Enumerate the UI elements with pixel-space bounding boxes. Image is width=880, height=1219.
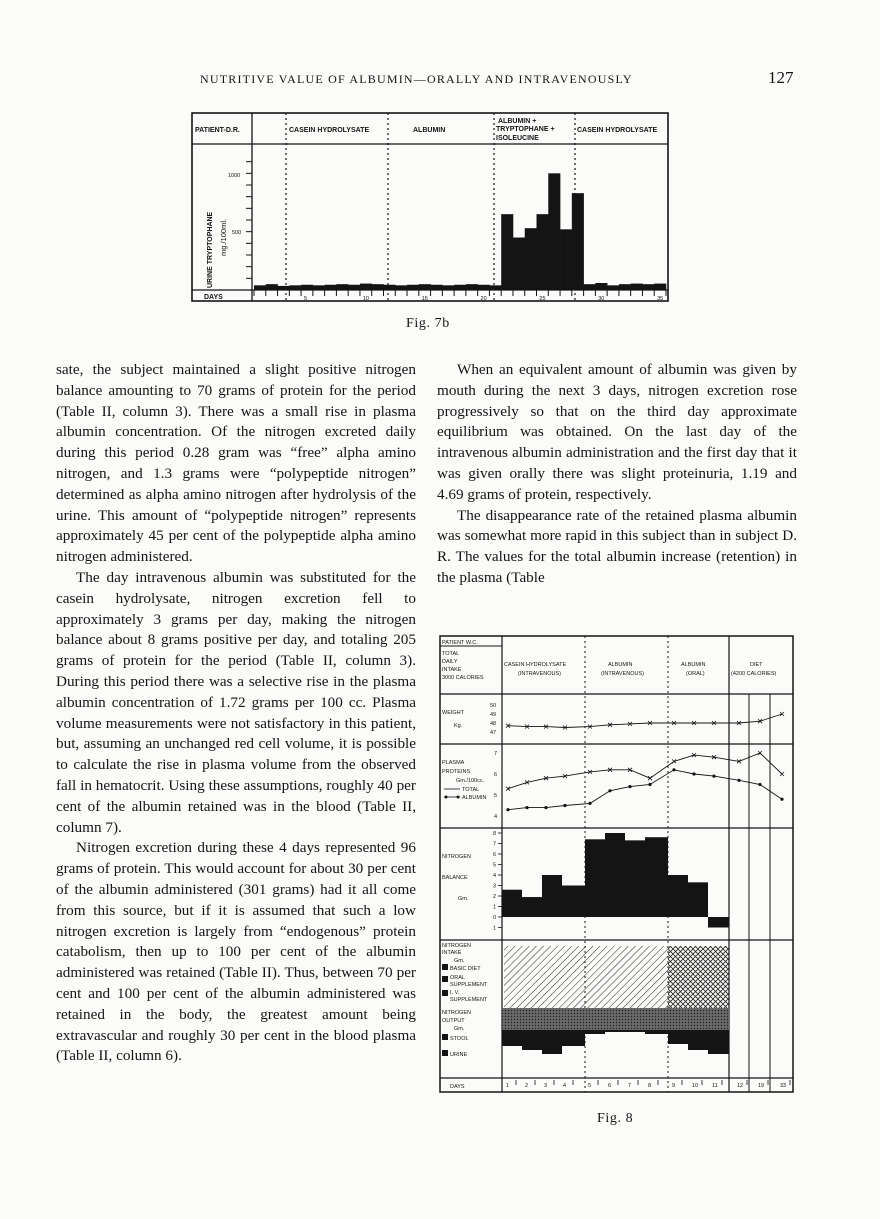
- fig7b-bar: [442, 285, 454, 290]
- fig8-caption: Fig. 8: [597, 1111, 634, 1126]
- fig7b-patient: PATIENT-D.R.: [195, 127, 240, 134]
- page-number: 127: [768, 68, 794, 87]
- fig8-albumin-point: [506, 808, 509, 811]
- fig8-urine-block: [585, 1030, 605, 1034]
- fig8-nbal-bar: [708, 917, 729, 928]
- fig8-weight-tick-49: 49: [490, 712, 497, 718]
- fig8-albumin-point: [628, 785, 631, 788]
- fig8-day-tick-label: 6: [608, 1083, 612, 1089]
- fig8-plasma-tick-7: 7: [494, 751, 498, 757]
- fig7b-xlabel: DAYS: [204, 294, 223, 301]
- fig8-nbal-label-2: BALANCE: [442, 875, 468, 881]
- fig8-day-tick-label: 7: [628, 1083, 632, 1089]
- fig8-nbal-bar: [585, 839, 605, 917]
- fig8-stool-block: [502, 1008, 522, 1030]
- fig8-nbal-tick-label: 1: [493, 925, 497, 932]
- fig7b-bar: [501, 214, 513, 290]
- fig8-intake-section-3: Gm.: [454, 958, 465, 964]
- fig8-output-section-3: Gm.: [454, 1026, 465, 1032]
- fig8-legend-oral-1: ORAL: [450, 975, 465, 981]
- fig8-days-label: DAYS: [450, 1084, 465, 1090]
- fig8-urine-block: [562, 1030, 585, 1046]
- fig8-stool-block: [688, 1008, 708, 1030]
- fig8-weight-label: WEIGHT: [442, 710, 464, 716]
- fig8-nbal-tick-label: 4: [493, 873, 497, 879]
- fig8-albumin-point: [648, 783, 651, 786]
- fig7b-yunit: mg./100ml.: [219, 218, 228, 256]
- fig8-stool-block: [522, 1008, 542, 1030]
- fig8-nbal-tick-label: 2: [493, 894, 497, 900]
- fig8-output-section-1: NITROGEN: [442, 1010, 472, 1016]
- fig8-nbal-tick-label: 6: [493, 852, 497, 858]
- fig8-period-2: ALBUMIN: [608, 662, 633, 668]
- fig8-legend-total: TOTAL: [462, 787, 480, 793]
- fig8-urine-block: [645, 1030, 668, 1034]
- fig8-total-point: [758, 751, 762, 755]
- fig8-albumin-point: [758, 783, 761, 786]
- right-paragraph-2: The disappearance rate of the retained plasma albumin was somewhat more rapid in this subject than in subject D. R. The values for the total albumin increase (retention) in the plasma (Table: [437, 506, 797, 586]
- fig8-nbal-label-1: NITROGEN: [442, 854, 472, 860]
- running-title: NUTRITIVE VALUE OF ALBUMIN—ORALLY AND INTRAVENOUSLY: [200, 72, 633, 86]
- fig7b-bar: [278, 286, 290, 290]
- fig8-total-line: [508, 753, 782, 789]
- fig8-weight-unit: Kg.: [454, 723, 463, 729]
- fig8-day-tick-label: 10: [692, 1083, 699, 1089]
- fig8-intake-label-4: 3000 CALORIES: [442, 675, 484, 681]
- fig7b-bar: [537, 214, 549, 290]
- fig8-albumin-point: [692, 772, 695, 775]
- fig7b-xtick-label: 35: [657, 296, 664, 302]
- fig8-urine-block: [708, 1030, 729, 1054]
- fig8-day-tick-label: 19: [758, 1083, 765, 1089]
- fig8-plasma-label-1: PLASMA: [442, 760, 465, 766]
- fig8-stool-block: [625, 1008, 645, 1030]
- fig7b-bar: [466, 284, 478, 290]
- fig8-urine-block: [625, 1030, 645, 1032]
- fig8-nbal-label-3: Gm.: [458, 896, 469, 902]
- fig8-nbal-bar: [688, 882, 708, 917]
- fig8-legend-iv-2: SUPPLEMENT: [450, 997, 488, 1003]
- fig8-period-3-route: (ORAL): [686, 671, 705, 677]
- fig8-albumin-point: [672, 768, 675, 771]
- fig8-legend-albumin: ALBUMIN: [462, 795, 487, 801]
- fig8-stool-block: [585, 1008, 605, 1030]
- fig8-day-tick-label: 11: [712, 1083, 718, 1089]
- fig8-intake-label-3: INTAKE: [442, 667, 462, 673]
- fig7b-bar: [336, 284, 348, 290]
- left-column: [56, 360, 416, 1067]
- right-column: [437, 360, 797, 589]
- fig8-nbal-bar: [605, 833, 625, 917]
- fig8-intake-section-2: INTAKE: [442, 950, 462, 956]
- fig7b-period-3-line2: TRYPTOPHANE +: [496, 126, 555, 133]
- fig8-day-tick-label: 5: [588, 1083, 592, 1089]
- fig8-day-tick-label: 2: [525, 1083, 529, 1089]
- fig7b-bar: [348, 285, 360, 290]
- fig8-output-blocks: [502, 1008, 729, 1054]
- fig8-stool-block: [668, 1008, 688, 1030]
- fig8-nbal-bar: [668, 875, 688, 917]
- fig8-urine-block: [668, 1030, 688, 1044]
- fig7b-period-3-line3: ISOLEUCINE: [496, 135, 539, 142]
- fig8-intake-label-2: DAILY: [442, 659, 458, 665]
- fig8-nbal-tick-label: 8: [493, 831, 497, 837]
- fig8-plasma-label-2: PROTEINS: [442, 769, 471, 775]
- fig8-day-tick-label: 12: [737, 1083, 744, 1089]
- fig7b-xtick-label: 30: [598, 296, 605, 302]
- fig7b-bar: [325, 285, 337, 290]
- fig7b-bar: [454, 285, 466, 290]
- fig8-urine-block: [502, 1030, 522, 1046]
- fig7b-period-3-line1: ALBUMIN +: [498, 118, 537, 125]
- fig7b-bar: [266, 284, 278, 290]
- fig8-plasma-tick-5: 5: [494, 793, 498, 799]
- fig7b-xtick-label: 10: [362, 296, 369, 302]
- fig8-period-1-route: (INTRAVENOUS): [518, 671, 561, 677]
- fig8-stool-block: [562, 1008, 585, 1030]
- fig7b-bar: [489, 285, 501, 290]
- fig7b-period-4: CASEIN HYDROLYSATE: [577, 127, 658, 134]
- fig8-weight-line: [508, 714, 782, 728]
- fig7b-bar: [513, 238, 525, 291]
- fig8-albumin-point: [780, 798, 783, 801]
- fig8-intake-section-1: NITROGEN: [442, 943, 472, 949]
- fig7b-bar: [595, 283, 607, 290]
- fig8-total-point: [648, 776, 652, 780]
- fig8-nbal-bar: [562, 886, 585, 918]
- fig7b-bar: [525, 228, 537, 290]
- fig8-patient: PATIENT W.C.: [442, 640, 478, 646]
- fig8-urine-block: [542, 1030, 562, 1054]
- fig8-plasma-label-3: Gm./100cc.: [456, 778, 485, 784]
- fig8-output-section-2: OUTPUT: [442, 1018, 465, 1024]
- fig7b-bar: [607, 285, 619, 290]
- fig8-plasma-tick-6: 6: [494, 772, 498, 778]
- right-paragraph-1: When an equivalent amount of albumin was given by mouth during the next 3 days, nitrogen excretion rose progressively so that on the third day approximate equilibrium was obtained. On the last day of the intravenous albumin administration and the first day that it was given orally there was slight proteinuria, 1.19 and 4.69 grams of protein, respectively.: [437, 361, 797, 503]
- fig8-nbal-tick-label: 0: [493, 915, 497, 921]
- fig7b-bar: [478, 285, 490, 290]
- fig8-total-point: [780, 772, 784, 776]
- fig7b-bar: [642, 284, 654, 290]
- fig8-urine-block: [688, 1030, 708, 1050]
- fig8-period-2-route: (INTRAVENOUS): [601, 671, 644, 677]
- fig8-albumin-point: [525, 806, 528, 809]
- fig8-period-4: DIET: [750, 662, 763, 668]
- fig8-legend-oral-2: SUPPLEMENT: [450, 982, 488, 988]
- fig8-nbal-bars: [502, 833, 729, 928]
- fig7b-bar: [631, 284, 643, 290]
- fig7b-period-2: ALBUMIN: [413, 127, 446, 134]
- fig7b-bar: [584, 284, 596, 290]
- fig8-period-3: ALBUMIN: [681, 662, 706, 668]
- fig8-albumin-point: [712, 775, 715, 778]
- fig8-legend-iv-1: I. V.: [450, 990, 460, 996]
- fig8-nbal-bar: [625, 840, 645, 917]
- fig8-plasma-tick-4: 4: [494, 814, 498, 820]
- fig7b-bar: [560, 229, 572, 290]
- fig8-nbal-tick-label: 3: [493, 883, 497, 890]
- figure-8: [438, 634, 796, 1096]
- fig8-nbal-tick-label: 7: [493, 841, 497, 848]
- fig8-intake-iv-albumin: [585, 946, 668, 1008]
- fig8-nbal-bar: [502, 890, 522, 917]
- fig7b-xtick-label: 5: [303, 296, 308, 302]
- fig8-day-tick-label: 33: [780, 1083, 787, 1089]
- fig8-stool-block: [645, 1008, 668, 1030]
- fig7b-bars: [254, 173, 666, 290]
- fig7b-bar: [254, 285, 266, 290]
- fig8-stool-block: [708, 1008, 729, 1030]
- fig7b-bar: [289, 285, 301, 290]
- fig8-weight-tick-48: 48: [490, 721, 497, 727]
- fig7b-xtick-label: 20: [480, 296, 487, 302]
- fig7b-bar: [395, 285, 407, 290]
- fig7b-caption: Fig. 7b: [406, 316, 450, 331]
- fig7b-bar: [372, 284, 384, 290]
- fig8-albumin-point: [588, 802, 591, 805]
- fig7b-ytick-1000: 1000: [228, 173, 241, 179]
- fig7b-period-1: CASEIN HYDROLYSATE: [289, 127, 370, 134]
- fig8-period-1: CASEIN HYDROLYSATE: [504, 662, 567, 668]
- fig8-nbal-bar: [522, 897, 542, 917]
- fig7b-bar: [654, 284, 666, 290]
- fig8-period-4-route: (4200 CALORIES): [731, 671, 777, 677]
- fig7b-bar: [548, 173, 560, 290]
- fig8-day-tick-label: 9: [672, 1083, 676, 1089]
- fig7b-frame: [192, 113, 668, 301]
- fig7b-bar: [383, 285, 395, 290]
- fig8-intake-oral-albumin: [668, 946, 729, 1008]
- fig8-legend-basic: BASIC DIET: [450, 966, 481, 972]
- fig8-albumin-point: [737, 779, 740, 782]
- fig8-weight-tick-47: 47: [490, 730, 497, 736]
- fig7b-bar: [313, 285, 325, 290]
- fig8-albumin-point: [608, 789, 611, 792]
- fig7b-xtick-label: 15: [421, 296, 428, 302]
- left-paragraph-3: Nitrogen excretion during these 4 days represented 96 grams of protein. This would account for about 30 per cent of the albumin administered (301 grams) had it all come from this source, but if it is assumed that such a low nitrogen excretion is largely from “endogenous” protein catabolism, then up to 100 per cent of the albumin administered was retained (Table II). Thus, between 70 per cent and 100 per cent of the albumin administered was retained in the body, the greatest amount being extravascular and roughly 30 per cent in the blood plasma (Table II, column 6).: [56, 839, 416, 1065]
- fig8-albumin-point: [563, 804, 566, 807]
- fig8-stool-block: [605, 1008, 625, 1030]
- fig7b-bar: [572, 193, 584, 290]
- fig8-weight-tick-50: 50: [490, 703, 497, 709]
- fig8-nbal-bar: [542, 875, 562, 917]
- fig7b-xtick-label: 25: [539, 296, 546, 302]
- fig8-day-tick-label: 3: [544, 1083, 548, 1089]
- fig8-intake-label-1: TOTAL: [442, 651, 460, 657]
- left-paragraph-2: The day intravenous albumin was substituted for the casein hydrolysate, nitrogen excretion fell to approximately 3 grams per day, making the nitrogen balance about 8 grams positive per day, and totaling 205 grams of protein for the period (Table II, column 3). During this period there was a selective rise in the plasma albumin concentration of 1.72 grams per 100 cc. Plasma volume measurements were not satisfactory in this patient, but, assuming an unchanged red cell volume, it is possible to calculate the rise in plasma volume from the observed fall in hematocrit. Using these assumptions, roughly 40 per cent of the albumin retained was in the blood (Table II, column 7).: [56, 568, 416, 836]
- fig8-urine-block: [522, 1030, 542, 1050]
- fig7b-ytick-500: 500: [232, 230, 242, 236]
- fig8-intake-iv-casein: [504, 946, 585, 1008]
- figure-7b: [188, 110, 672, 304]
- fig7b-bar: [431, 285, 443, 290]
- fig8-day-tick-label: 8: [648, 1083, 652, 1089]
- fig8-nbal-bar: [645, 837, 668, 917]
- fig7b-ylabel: URINE TRYPTOPHANE: [207, 211, 214, 288]
- left-paragraph-1: sate, the subject maintained a slight positive nitrogen balance amounting to 70 grams of protein for the period (Table II, column 3). There was a small rise in plasma albumin concentration. Of the nitrogen excreted daily during this period 0.28 gram was “free” alpha amino nitrogen, and 1.3 grams were “polypeptide nitrogen” determined as alpha amino nitrogen after hydrolysis of the urine. This amount of “polypeptide nitrogen” represents approximately 45 per cent of the polypeptide alpha amino nitrogen administered.: [56, 361, 416, 566]
- fig8-nbal-tick-label: 5: [493, 862, 497, 869]
- fig7b-bar: [301, 285, 313, 290]
- fig8-nbal-tick-label: 1: [493, 904, 497, 911]
- fig8-legend-stool: STOOL: [450, 1036, 469, 1042]
- fig7b-bar: [407, 285, 419, 290]
- fig7b-bar: [419, 284, 431, 290]
- page-header: [0, 66, 880, 90]
- fig8-day-tick-label: 1: [506, 1083, 510, 1089]
- fig8-day-tick-label: 4: [563, 1083, 567, 1089]
- fig8-urine-block: [605, 1030, 625, 1032]
- fig7b-bar: [360, 284, 372, 290]
- fig8-stool-block: [542, 1008, 562, 1030]
- fig8-albumin-point: [544, 806, 547, 809]
- fig8-legend-urine: URINE: [450, 1052, 468, 1058]
- fig7b-bar: [619, 284, 631, 290]
